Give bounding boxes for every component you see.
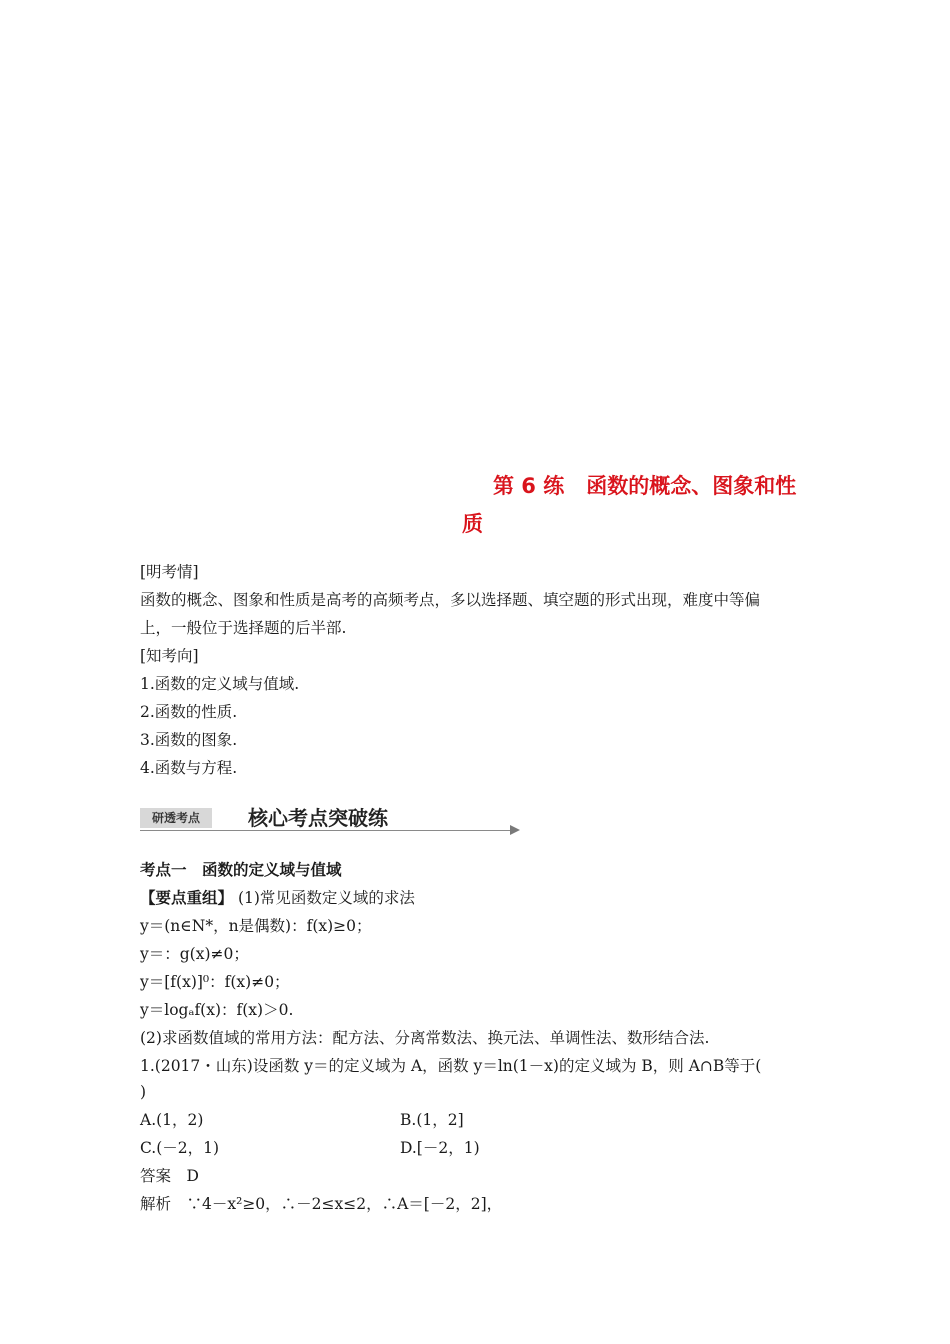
ming-text-line2: 上，一般位于选择题的后半部. bbox=[140, 619, 347, 637]
zhi-heading: [知考向] bbox=[140, 647, 199, 665]
banner-tag: 研透考点 bbox=[140, 808, 212, 828]
question-1-line2: ) bbox=[140, 1083, 147, 1101]
zhi-item-3: 3.函数的图象. bbox=[140, 731, 238, 749]
lesson-title-line1 bbox=[493, 470, 796, 500]
rule-1: y＝(n∈N*，n是偶数)：f(x)≥0； bbox=[140, 917, 372, 935]
options-row-2 bbox=[140, 1138, 740, 1158]
option-a: A.(1，2) bbox=[140, 1111, 204, 1129]
ming-text-line1: 函数的概念、图象和性质是高考的高频考点，多以选择题、填空题的形式出现，难度中等偏 bbox=[140, 591, 761, 609]
yaodian-text: (1)常见函数定义域的求法 bbox=[233, 889, 415, 907]
ming-heading: [明考情] bbox=[140, 563, 199, 581]
zhi-item-4: 4.函数与方程. bbox=[140, 759, 238, 777]
zhi-item-1: 1.函数的定义域与值域. bbox=[140, 675, 300, 693]
answer-line: 答案 D bbox=[140, 1167, 199, 1185]
lesson-topic: 函数的概念、图象和性 bbox=[586, 474, 797, 498]
zhi-item-2: 2.函数的性质. bbox=[140, 703, 238, 721]
range-methods: (2)求函数值域的常用方法：配方法、分离常数法、换元法、单调性法、数形结合法. bbox=[140, 1029, 710, 1047]
lesson-title-line2: 质 bbox=[462, 512, 483, 536]
option-b: B.(1，2] bbox=[400, 1111, 464, 1129]
section-banner bbox=[140, 800, 530, 840]
arrow-right-icon bbox=[510, 825, 520, 835]
analysis-line: 解析 ∵4－x²≥0，∴－2≤x≤2，∴A＝[－2，2]， bbox=[140, 1195, 503, 1213]
rule-4: y＝logₐf(x)：f(x)＞0. bbox=[140, 1001, 294, 1019]
kaodian-heading: 考点一 函数的定义域与值域 bbox=[140, 861, 342, 879]
rule-3: y＝[f(x)]⁰：f(x)≠0； bbox=[140, 973, 290, 991]
option-c: C.(－2，1) bbox=[140, 1139, 220, 1157]
options-row-1 bbox=[140, 1110, 740, 1130]
option-d: D.[－2，1) bbox=[400, 1139, 480, 1157]
banner-title: 核心考点突破练 bbox=[248, 806, 388, 830]
question-1-line1: 1.(2017・山东)设函数 y＝的定义域为 A，函数 y＝ln(1－x)的定义域为 B，则 A∩B等于( bbox=[140, 1057, 762, 1075]
banner-rule bbox=[140, 830, 512, 831]
lesson-number: 第 6 练 bbox=[493, 474, 565, 498]
yaodian-line bbox=[140, 888, 415, 908]
yaodian-label: 【要点重组】 bbox=[140, 889, 234, 907]
rule-2: y＝：g(x)≠0； bbox=[140, 945, 249, 963]
